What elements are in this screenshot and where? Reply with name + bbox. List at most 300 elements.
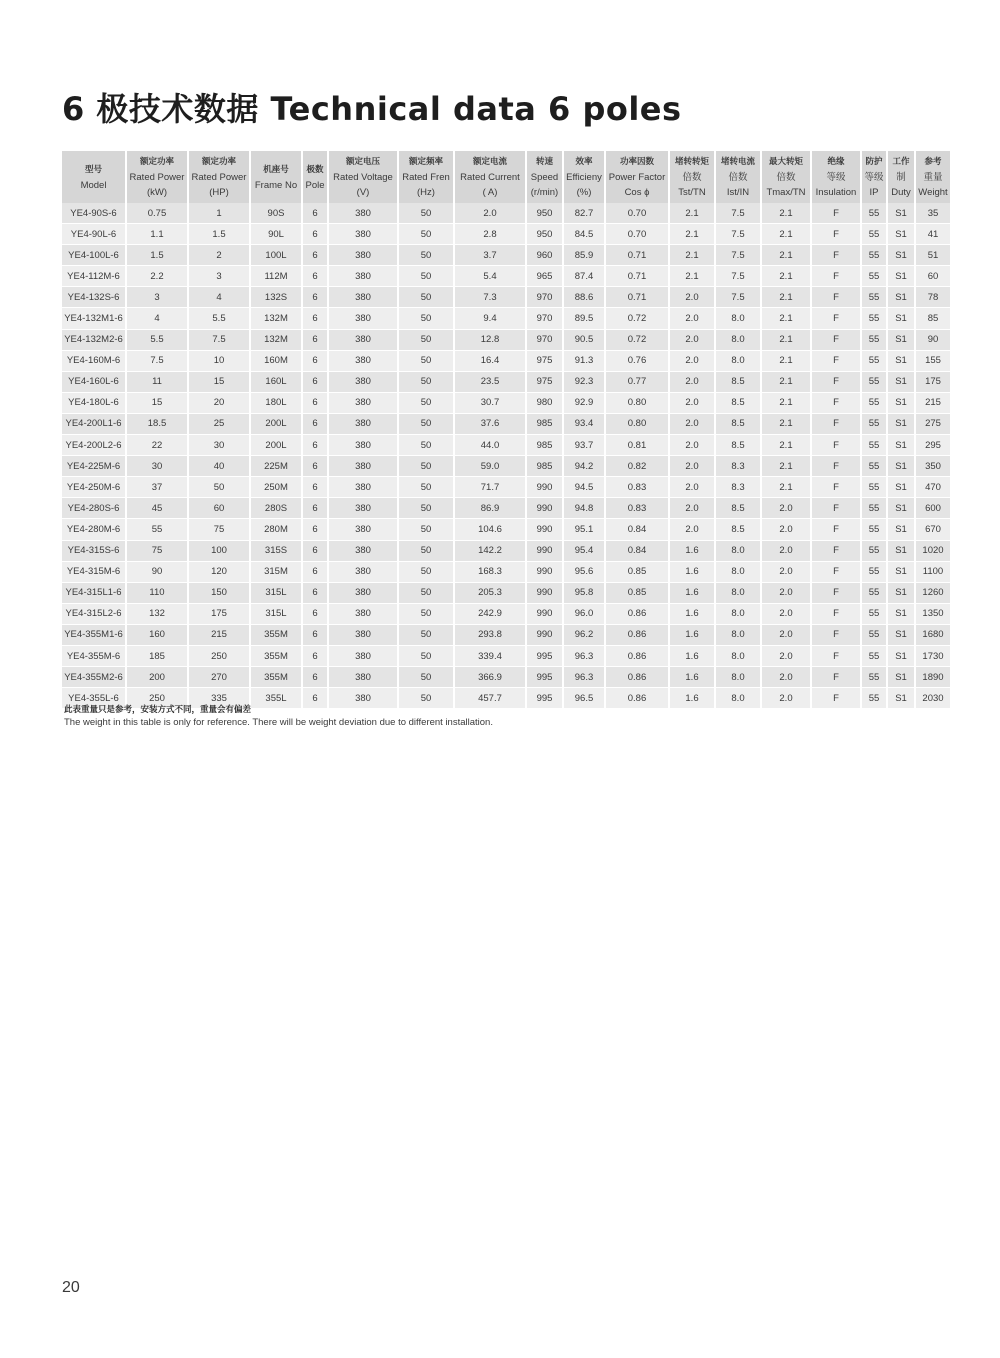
table-cell: S1 — [888, 667, 914, 688]
table-cell: 55 — [862, 541, 886, 562]
column-header-cn: 额定电流 — [472, 157, 507, 167]
table-cell: F — [812, 224, 860, 245]
table-cell: F — [812, 688, 860, 709]
table-cell: 4 — [127, 308, 187, 329]
table-cell: 380 — [329, 203, 397, 224]
table-cell: 2 — [189, 245, 249, 266]
table-cell: YE4-315L1-6 — [62, 583, 125, 604]
table-cell: 6 — [303, 519, 327, 540]
table-cell: 8.0 — [716, 646, 760, 667]
column-header — [888, 151, 914, 203]
table-cell: 95.6 — [564, 562, 604, 583]
table-cell: S1 — [888, 646, 914, 667]
table-cell: 55 — [862, 625, 886, 646]
table-row — [62, 414, 950, 435]
table-cell: 380 — [329, 541, 397, 562]
table-cell: 1.5 — [189, 224, 249, 245]
column-header-cn: 最大转矩 — [768, 157, 803, 167]
column-header-en: Model — [80, 179, 107, 191]
table-cell: YE4-315L2-6 — [62, 604, 125, 625]
table-cell: 71.7 — [455, 477, 525, 498]
table-cell: 89.5 — [564, 308, 604, 329]
table-cell: 6 — [303, 625, 327, 646]
table-cell: 0.86 — [606, 646, 668, 667]
table-cell: 1100 — [916, 562, 950, 583]
table-cell: 50 — [399, 372, 453, 393]
column-header-en: (HP) — [209, 187, 229, 198]
table-cell: 6 — [303, 646, 327, 667]
table-cell: 3.7 — [455, 245, 525, 266]
column-header-cn: 功率因数 — [619, 157, 654, 167]
column-header-cn: 绝缘 — [827, 157, 845, 167]
table-cell: 142.2 — [455, 541, 525, 562]
table-cell: 2.1 — [762, 414, 810, 435]
table-cell: 1.6 — [670, 541, 714, 562]
table-cell: 95.4 — [564, 541, 604, 562]
table-cell: 55 — [862, 456, 886, 477]
table-cell: 2.0 — [762, 646, 810, 667]
page-number: 20 — [62, 1279, 80, 1296]
weight-note-cn: 此表重量只是参考，安装方式不同，重量会有偏差 — [64, 705, 252, 715]
table-cell: 59.0 — [455, 456, 525, 477]
table-cell: 380 — [329, 393, 397, 414]
column-header-cn: 极数 — [306, 164, 324, 175]
table-cell: YE4-132M2-6 — [62, 330, 125, 351]
table-cell: 315L — [251, 583, 301, 604]
table-cell: 0.82 — [606, 456, 668, 477]
table-cell: 90 — [916, 330, 950, 351]
table-cell: 990 — [527, 583, 562, 604]
table-cell: 200 — [127, 667, 187, 688]
table-cell: 8.0 — [716, 308, 760, 329]
table-cell: 2.0 — [762, 688, 810, 709]
column-header-en: 等级 — [864, 172, 884, 183]
table-cell: 100L — [251, 245, 301, 266]
table-cell: 30 — [189, 435, 249, 456]
table-cell: 50 — [399, 498, 453, 519]
table-cell: 51 — [916, 245, 950, 266]
table-cell: 470 — [916, 477, 950, 498]
table-cell: 2.1 — [762, 287, 810, 308]
table-cell: YE4-200L2-6 — [62, 435, 125, 456]
table-cell: 380 — [329, 287, 397, 308]
table-cell: 5.5 — [127, 330, 187, 351]
table-cell: 2.1 — [670, 224, 714, 245]
table-cell: 50 — [189, 477, 249, 498]
table-cell: 94.5 — [564, 477, 604, 498]
table-cell: 160 — [127, 625, 187, 646]
table-cell: 950 — [527, 224, 562, 245]
table-cell: F — [812, 477, 860, 498]
table-cell: 50 — [399, 562, 453, 583]
table-cell: 2.1 — [762, 266, 810, 287]
table-cell: 995 — [527, 667, 562, 688]
column-header-en: Speed — [530, 172, 559, 183]
table-row — [62, 393, 950, 414]
table-cell: 92.9 — [564, 393, 604, 414]
table-cell: 380 — [329, 625, 397, 646]
table-cell: S1 — [888, 393, 914, 414]
table-cell: F — [812, 625, 860, 646]
table-cell: 960 — [527, 245, 562, 266]
column-header-en: Tmax/TN — [766, 187, 806, 198]
column-header-cn: 堵转转矩 — [674, 157, 709, 167]
table-cell: 2.1 — [762, 456, 810, 477]
column-header-cn: 额定频率 — [408, 157, 443, 167]
table-cell: 380 — [329, 498, 397, 519]
table-cell: S1 — [888, 245, 914, 266]
table-cell: 2030 — [916, 688, 950, 709]
table-cell: 0.80 — [606, 414, 668, 435]
table-cell: 975 — [527, 372, 562, 393]
table-cell: 990 — [527, 604, 562, 625]
table-cell: S1 — [888, 604, 914, 625]
table-cell: 0.86 — [606, 604, 668, 625]
table-cell: 2.1 — [762, 477, 810, 498]
column-header-en: Weight — [918, 187, 948, 198]
table-cell: 60 — [189, 498, 249, 519]
table-cell: F — [812, 414, 860, 435]
table-cell: 1.6 — [670, 562, 714, 583]
table-cell: 78 — [916, 287, 950, 308]
table-cell: 0.83 — [606, 477, 668, 498]
table-cell: 250 — [189, 646, 249, 667]
table-cell: 2.0 — [670, 519, 714, 540]
table-cell: 380 — [329, 646, 397, 667]
table-cell: S1 — [888, 456, 914, 477]
table-cell: 225M — [251, 456, 301, 477]
table-cell: F — [812, 330, 860, 351]
table-cell: 8.0 — [716, 688, 760, 709]
table-cell: 380 — [329, 245, 397, 266]
table-cell: 50 — [399, 435, 453, 456]
table-cell: 0.71 — [606, 266, 668, 287]
table-cell: 0.71 — [606, 287, 668, 308]
table-cell: 15 — [189, 372, 249, 393]
table-cell: 2.1 — [670, 245, 714, 266]
table-cell: 30 — [127, 456, 187, 477]
table-cell: 50 — [399, 541, 453, 562]
table-cell: 8.3 — [716, 477, 760, 498]
table-cell: 2.0 — [762, 519, 810, 540]
table-cell: F — [812, 667, 860, 688]
table-row — [62, 351, 950, 372]
table-cell: 6 — [303, 224, 327, 245]
table-cell: 2.1 — [762, 308, 810, 329]
table-cell: YE4-355L-6 — [62, 688, 125, 709]
column-header-en: Cos ϕ — [624, 187, 650, 198]
table-cell: 50 — [399, 667, 453, 688]
table-cell: 0.85 — [606, 562, 668, 583]
table-cell: 5.4 — [455, 266, 525, 287]
table-cell: 104.6 — [455, 519, 525, 540]
table-cell: 8.5 — [716, 414, 760, 435]
table-cell: 1.6 — [670, 667, 714, 688]
table-cell: 50 — [399, 266, 453, 287]
table-cell: 87.4 — [564, 266, 604, 287]
column-header-en: 倍数 — [728, 172, 748, 183]
table-cell: 280M — [251, 519, 301, 540]
table-cell: 280S — [251, 498, 301, 519]
table-cell: 40 — [189, 456, 249, 477]
table-cell: YE4-160L-6 — [62, 372, 125, 393]
table-cell: 50 — [399, 351, 453, 372]
table-cell: 50 — [399, 414, 453, 435]
table-cell: 50 — [399, 646, 453, 667]
table-cell: 175 — [189, 604, 249, 625]
table-cell: YE4-90S-6 — [62, 203, 125, 224]
table-row — [62, 203, 950, 224]
table-cell: 0.84 — [606, 541, 668, 562]
table-cell: 110 — [127, 583, 187, 604]
table-cell: 22 — [127, 435, 187, 456]
table-cell: 8.0 — [716, 541, 760, 562]
table-cell: 380 — [329, 667, 397, 688]
table-cell: 160L — [251, 372, 301, 393]
table-cell: 93.7 — [564, 435, 604, 456]
table-cell: 96.0 — [564, 604, 604, 625]
table-cell: 50 — [399, 393, 453, 414]
table-cell: 1.6 — [670, 688, 714, 709]
table-cell: YE4-132S-6 — [62, 287, 125, 308]
table-cell: 55 — [862, 266, 886, 287]
table-row — [62, 562, 950, 583]
table-cell: 8.0 — [716, 562, 760, 583]
table-cell: S1 — [888, 625, 914, 646]
table-cell: YE4-180L-6 — [62, 393, 125, 414]
table-cell: YE4-160M-6 — [62, 351, 125, 372]
table-cell: 86.9 — [455, 498, 525, 519]
table-cell: F — [812, 604, 860, 625]
column-header — [62, 151, 125, 203]
table-cell: 457.7 — [455, 688, 525, 709]
table-cell: F — [812, 203, 860, 224]
column-header-en: Ist/IN — [726, 187, 750, 198]
table-cell: YE4-355M2-6 — [62, 667, 125, 688]
table-cell: S1 — [888, 287, 914, 308]
table-cell: 0.84 — [606, 519, 668, 540]
table-cell: 8.5 — [716, 435, 760, 456]
table-cell: 8.3 — [716, 456, 760, 477]
table-cell: 1.6 — [670, 625, 714, 646]
table-row — [62, 477, 950, 498]
table-cell: 1020 — [916, 541, 950, 562]
table-cell: 2.0 — [670, 456, 714, 477]
table-cell: 93.4 — [564, 414, 604, 435]
table-cell: YE4-100L-6 — [62, 245, 125, 266]
table-cell: F — [812, 308, 860, 329]
column-header — [606, 151, 668, 203]
column-header-en: (V) — [356, 187, 370, 198]
table-cell: F — [812, 562, 860, 583]
table-cell: 8.5 — [716, 393, 760, 414]
table-cell: 35 — [916, 203, 950, 224]
table-cell: F — [812, 351, 860, 372]
table-cell: 965 — [527, 266, 562, 287]
table-cell: 380 — [329, 414, 397, 435]
table-row — [62, 583, 950, 604]
table-cell: 315L — [251, 604, 301, 625]
table-cell: 75 — [127, 541, 187, 562]
table-cell: 293.8 — [455, 625, 525, 646]
column-header — [329, 151, 397, 203]
table-cell: 50 — [399, 583, 453, 604]
table-row — [62, 625, 950, 646]
column-header-en: Efficieny — [566, 172, 602, 183]
table-cell: 3 — [127, 287, 187, 308]
table-cell: 88.6 — [564, 287, 604, 308]
table-cell: 168.3 — [455, 562, 525, 583]
table-cell: 94.2 — [564, 456, 604, 477]
table-cell: 0.83 — [606, 498, 668, 519]
column-header — [455, 151, 525, 203]
table-cell: 995 — [527, 688, 562, 709]
table-cell: 55 — [862, 435, 886, 456]
table-cell: 55 — [862, 330, 886, 351]
table-row — [62, 646, 950, 667]
table-cell: 2.1 — [670, 203, 714, 224]
table-cell: 2.1 — [762, 203, 810, 224]
table-cell: 23.5 — [455, 372, 525, 393]
table-cell: 0.70 — [606, 224, 668, 245]
table-body — [62, 203, 950, 709]
table-cell: 2.1 — [762, 330, 810, 351]
table-cell: S1 — [888, 583, 914, 604]
table-cell: 2.0 — [762, 498, 810, 519]
table-cell: 96.5 — [564, 688, 604, 709]
column-header-en: Frame No — [254, 179, 298, 191]
column-header-cn: 额定功率 — [201, 157, 236, 167]
table-cell: 380 — [329, 456, 397, 477]
column-header-en: 重量 — [923, 172, 943, 183]
table-cell: 2.0 — [762, 541, 810, 562]
table-cell: 1890 — [916, 667, 950, 688]
table-cell: 55 — [862, 498, 886, 519]
table-cell: 995 — [527, 646, 562, 667]
table-row — [62, 667, 950, 688]
table-cell: 96.3 — [564, 667, 604, 688]
table-cell: 600 — [916, 498, 950, 519]
column-header — [303, 151, 327, 203]
page-title: 6 极技术数据 Technical data 6 poles — [62, 90, 682, 128]
table-cell: 6 — [303, 667, 327, 688]
table-cell: 132M — [251, 308, 301, 329]
table-cell: 7.5 — [716, 245, 760, 266]
column-header-en: Insulation — [815, 187, 857, 198]
table-cell: 2.0 — [762, 604, 810, 625]
table-cell: F — [812, 393, 860, 414]
table-cell: 2.2 — [127, 266, 187, 287]
table-cell: 15 — [127, 393, 187, 414]
weight-note-en: The weight in this table is only for reference. There will be weight deviation due to different installation. — [64, 717, 493, 728]
table-cell: 380 — [329, 583, 397, 604]
table-cell: 380 — [329, 435, 397, 456]
table-cell: 55 — [862, 688, 886, 709]
table-cell: 2.1 — [762, 224, 810, 245]
table-cell: 1680 — [916, 625, 950, 646]
table-cell: 990 — [527, 498, 562, 519]
table-cell: 0.86 — [606, 688, 668, 709]
table-cell: 8.0 — [716, 330, 760, 351]
column-header — [916, 151, 950, 203]
table-header — [62, 151, 950, 203]
table-cell: 6 — [303, 203, 327, 224]
table-cell: 380 — [329, 562, 397, 583]
table-row — [62, 224, 950, 245]
column-header — [127, 151, 187, 203]
table-cell: YE4-225M-6 — [62, 456, 125, 477]
table-cell: 0.72 — [606, 330, 668, 351]
table-cell: S1 — [888, 351, 914, 372]
table-cell: 990 — [527, 519, 562, 540]
table-row — [62, 604, 950, 625]
table-cell: 2.1 — [762, 351, 810, 372]
table-cell: 55 — [862, 351, 886, 372]
table-cell: 990 — [527, 562, 562, 583]
table-cell: 200L — [251, 435, 301, 456]
table-cell: 85 — [916, 308, 950, 329]
table-cell: 380 — [329, 351, 397, 372]
table-cell: 6 — [303, 541, 327, 562]
table-cell: 50 — [399, 688, 453, 709]
table-cell: 84.5 — [564, 224, 604, 245]
column-header-en: Duty — [891, 187, 911, 198]
table-row — [62, 308, 950, 329]
table-cell: 0.71 — [606, 245, 668, 266]
table-row — [62, 541, 950, 562]
table-cell: F — [812, 646, 860, 667]
table-cell: 2.8 — [455, 224, 525, 245]
table-cell: 55 — [862, 203, 886, 224]
column-header-cn: 效率 — [575, 157, 593, 167]
table-cell: 7.5 — [716, 266, 760, 287]
table-cell: 0.70 — [606, 203, 668, 224]
technical-data-table — [60, 151, 952, 709]
table-cell: 82.7 — [564, 203, 604, 224]
table-cell: 155 — [916, 351, 950, 372]
table-cell: 92.3 — [564, 372, 604, 393]
table-cell: 41 — [916, 224, 950, 245]
table-cell: 8.0 — [716, 583, 760, 604]
table-cell: S1 — [888, 308, 914, 329]
column-header-en: (%) — [576, 187, 592, 198]
table-cell: 1.5 — [127, 245, 187, 266]
table-cell: 950 — [527, 203, 562, 224]
table-cell: 55 — [862, 308, 886, 329]
table-cell: 8.5 — [716, 372, 760, 393]
table-cell: 0.75 — [127, 203, 187, 224]
table-cell: 95.1 — [564, 519, 604, 540]
column-header-cn: 工作 — [892, 157, 910, 167]
table-cell: 175 — [916, 372, 950, 393]
table-cell: 242.9 — [455, 604, 525, 625]
table-cell: 90L — [251, 224, 301, 245]
table-cell: 6 — [303, 330, 327, 351]
column-header-en: (Hz) — [417, 187, 435, 198]
table-cell: 50 — [399, 330, 453, 351]
table-row — [62, 245, 950, 266]
column-header — [564, 151, 604, 203]
table-row — [62, 498, 950, 519]
table-cell: 2.1 — [762, 435, 810, 456]
table-cell: 45 — [127, 498, 187, 519]
table-cell: 380 — [329, 308, 397, 329]
table-cell: 9.4 — [455, 308, 525, 329]
column-header-en: 制 — [896, 172, 906, 183]
table-cell: 3 — [189, 266, 249, 287]
table-cell: 215 — [916, 393, 950, 414]
table-cell: 380 — [329, 519, 397, 540]
